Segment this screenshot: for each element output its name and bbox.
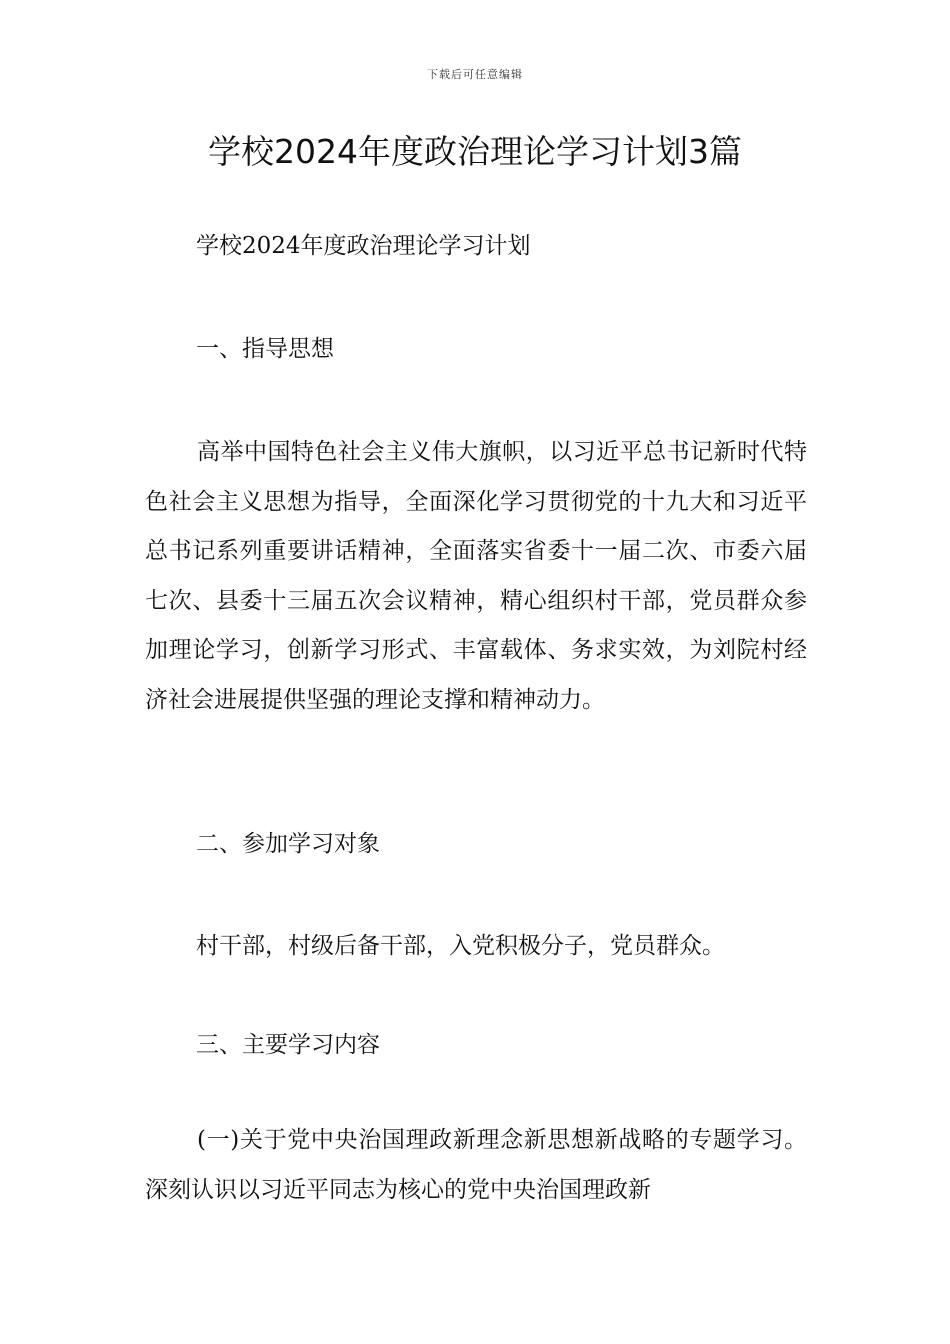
section-body-guiding-thought: 高举中国特色社会主义伟大旗帜，以习近平总书记新时代特色社会主义思想为指导，全面深化学习贯彻党的十九大和习近平总书记系列重要讲话精神，全面落实省委十一届二次、市委六届七次、县委十三届五次会议精神，精心组织村干部，党员群众参加理论学习，创新学习形式、丰富载体、务求实效，为刘院村经济社会进展提供坚强的理论支撑和精神动力。 [145,439,807,713]
section-heading-main-content: 三、主要学习内容 [196,1032,380,1058]
section-heading-guiding-thought: 一、指导思想 [196,336,334,362]
document-subtitle: 学校2024年度政治理论学习计划 [196,233,531,259]
document-title: 学校2024年度政治理论学习计划3篇 [208,132,742,171]
section-body-main-content: (一)关于党中央治国理政新理念新思想新战略的专题学习。深刻认识以习近平同志为核心的党中央治国理政新 [145,1127,807,1203]
section-body-participants: 村干部，村级后备干部，入党积极分子，党员群众。 [196,933,725,959]
header-note: 下载后可任意编辑 [427,68,523,81]
section-heading-participants: 二、参加学习对象 [196,831,380,857]
